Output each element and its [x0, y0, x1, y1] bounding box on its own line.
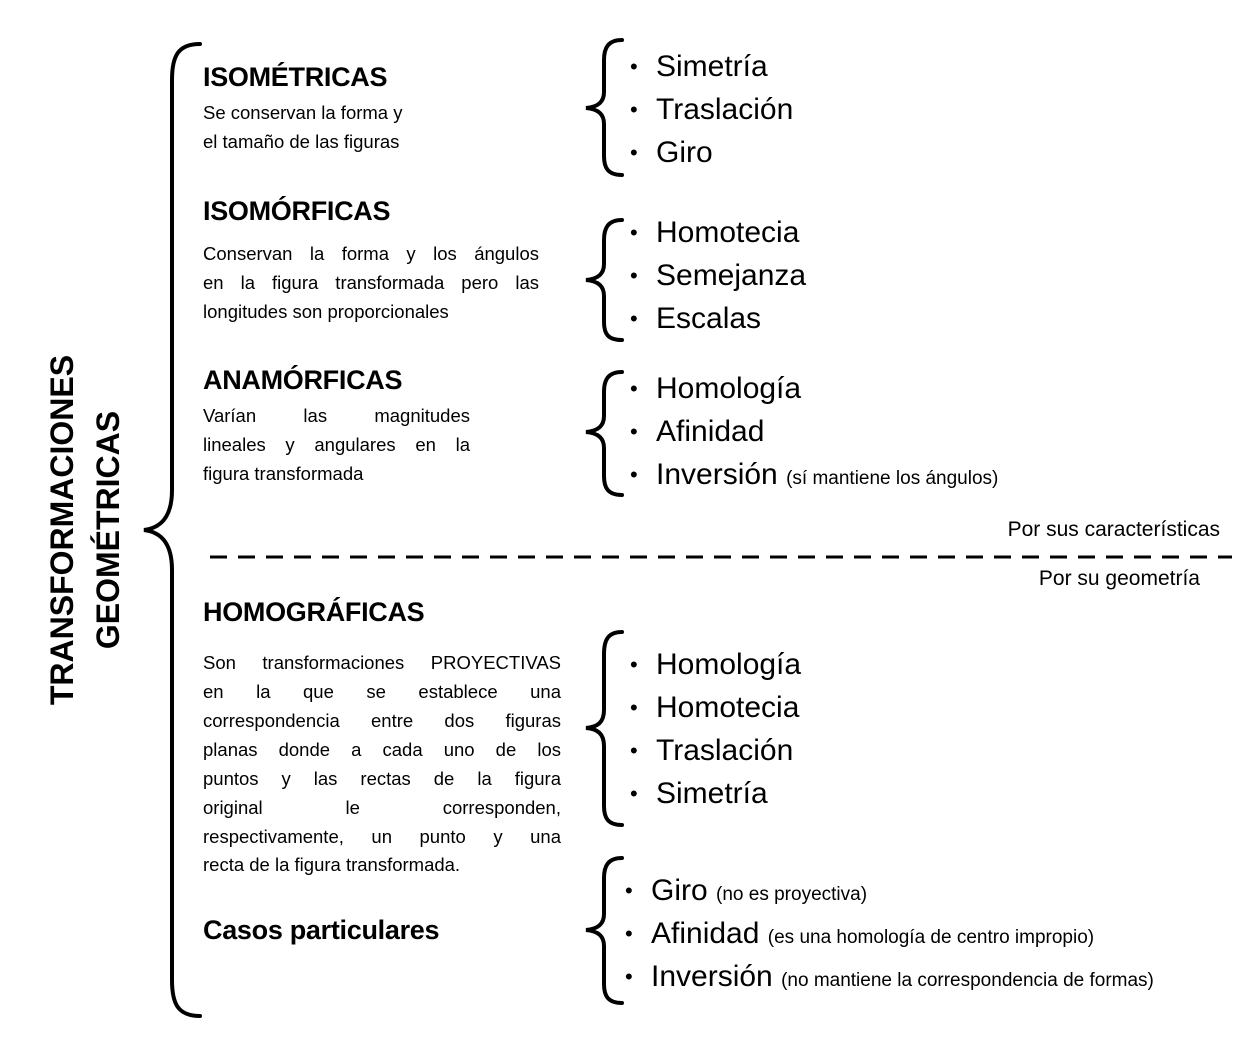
- diagram-title: [39, 355, 131, 705]
- item-label: Traslación: [656, 93, 794, 126]
- list-item: [630, 213, 800, 253]
- main-brace: [144, 44, 200, 1016]
- item-label: Afinidad: [656, 415, 765, 448]
- item-note: (es una homología de centro impropio): [767, 927, 1095, 948]
- label-por-caracteristicas: Por sus características: [1007, 518, 1220, 541]
- item-label: Homología: [656, 648, 802, 681]
- item-note: (no es proyectiva): [716, 884, 868, 905]
- desc-line: longitudes son proporcionales: [203, 301, 449, 322]
- bullet-icon: •: [630, 652, 638, 677]
- list-item: [625, 957, 1154, 997]
- brace-isometricas: [586, 40, 622, 175]
- bullet-icon: •: [625, 921, 633, 946]
- heading-anamorficas: ANAMÓRFICAS: [203, 365, 403, 395]
- desc-line: en la que se establece una: [203, 681, 561, 702]
- list-item: [630, 90, 794, 130]
- brace-casos: [586, 858, 622, 1003]
- list-item: [625, 871, 868, 911]
- item-label: Simetría: [656, 50, 768, 83]
- list-item: [630, 455, 999, 495]
- bullet-icon: •: [630, 263, 638, 288]
- list-item: [630, 774, 768, 814]
- desc-line: figura transformada: [203, 463, 364, 484]
- desc-line: en la figura transformada pero las: [203, 272, 539, 293]
- item-label: Afinidad: [651, 917, 760, 950]
- desc-line: Son transformaciones PROYECTIVAS: [203, 652, 561, 673]
- list-item: [630, 645, 802, 685]
- desc-line: Se conservan la forma y: [203, 102, 403, 123]
- item-label: Semejanza: [656, 259, 807, 292]
- list-item: [630, 369, 802, 409]
- desc-line: recta de la figura transformada.: [203, 854, 461, 875]
- list-item: [630, 133, 713, 173]
- item-label: Giro: [656, 136, 713, 169]
- heading-isometricas: ISOMÉTRICAS: [203, 62, 388, 92]
- list-item: [630, 688, 800, 728]
- item-label: Homología: [656, 372, 802, 405]
- desc-line: puntos y las rectas de la figura: [203, 768, 561, 789]
- bullet-icon: •: [630, 306, 638, 331]
- item-label: Inversión: [651, 960, 773, 993]
- bullet-icon: •: [630, 419, 638, 444]
- item-label: Inversión: [656, 458, 778, 491]
- list-item: [625, 914, 1095, 954]
- desc-line: correspondencia entre dos figuras: [203, 710, 561, 731]
- item-label: Simetría: [656, 777, 768, 810]
- heading-isomorficas: ISOMÓRFICAS: [203, 196, 391, 226]
- bullet-icon: •: [630, 781, 638, 806]
- bullet-icon: •: [630, 97, 638, 122]
- desc-line: respectivamente, un punto y una: [203, 826, 561, 847]
- desc-line: Varían las magnitudes: [203, 405, 470, 426]
- heading-casos-particulares: Casos particulares: [203, 915, 440, 945]
- title-line-1: TRANSFORMACIONES: [44, 354, 80, 706]
- desc-line: lineales y angulares en la: [203, 434, 470, 455]
- item-note: (no mantiene la correspondencia de formas): [781, 970, 1154, 991]
- item-note: (sí mantiene los ángulos): [786, 468, 999, 489]
- bullet-icon: •: [630, 695, 638, 720]
- bullet-icon: •: [630, 54, 638, 79]
- label-por-geometria: Por su geometría: [1038, 567, 1200, 590]
- item-label: Escalas: [656, 302, 762, 335]
- list-item: [630, 412, 765, 452]
- brace-anamorficas: [586, 372, 622, 495]
- bullet-icon: •: [630, 376, 638, 401]
- bullet-icon: •: [625, 878, 633, 903]
- title-line-2: GEOMÉTRICAS: [90, 410, 126, 650]
- item-label: Traslación: [656, 734, 794, 767]
- desc-line: Conservan la forma y los ángulos: [203, 243, 539, 264]
- bullet-icon: •: [630, 220, 638, 245]
- desc-line: planas donde a cada uno de los: [203, 739, 561, 760]
- brace-homograficas: [586, 632, 622, 825]
- desc-line: original le corresponden,: [203, 797, 561, 818]
- brace-isomorficas: [586, 220, 622, 340]
- bullet-icon: •: [630, 738, 638, 763]
- bullet-icon: •: [630, 140, 638, 165]
- list-item: [630, 299, 762, 339]
- heading-homograficas: HOMOGRÁFICAS: [203, 597, 425, 627]
- list-item: [630, 256, 807, 296]
- list-item: [630, 47, 768, 87]
- bullet-icon: •: [625, 964, 633, 989]
- item-label: Giro: [651, 874, 708, 907]
- desc-line: el tamaño de las figuras: [203, 131, 400, 152]
- item-label: Homotecia: [656, 691, 800, 724]
- item-label: Homotecia: [656, 216, 800, 249]
- list-item: [630, 731, 794, 771]
- bullet-icon: •: [630, 462, 638, 487]
